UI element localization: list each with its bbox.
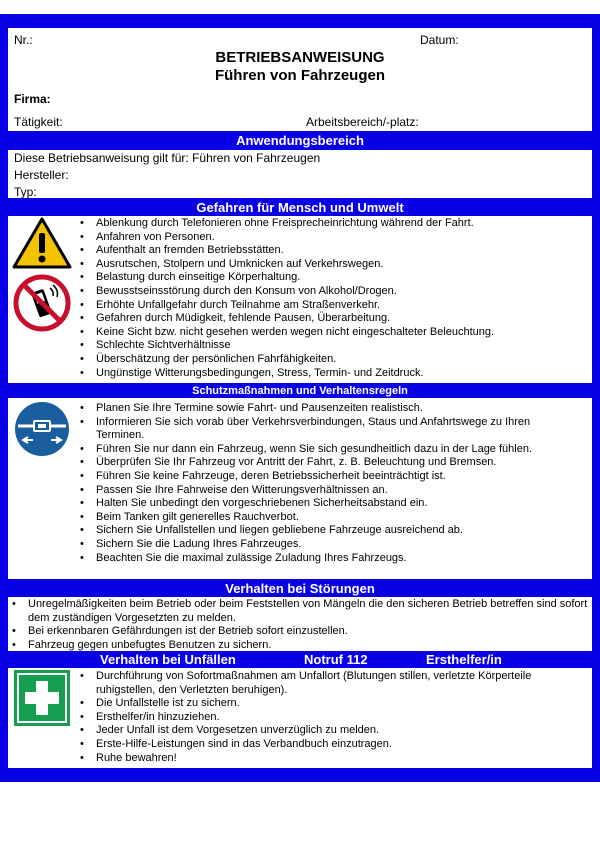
list-item: • Unregelmäßigkeiten beim Betrieb oder beim Feststellen von Mängeln die den sicheren Betrieb betreffen sind sofort dem zuständigen Vorgesetzten zu melden. [12, 598, 590, 625]
notruf-number: Notruf 112 [304, 652, 368, 667]
schutz-list [80, 402, 550, 565]
list-item: • Jeder Unfall ist dem Vorgesetzen unverzüglich zu melden. [80, 724, 550, 738]
list-item: • Führen Sie keine Fahrzeuge, deren Betriebssicherheit beeinträchtigt ist. [80, 470, 550, 484]
datum-label: Datum: [420, 33, 459, 47]
list-item: • Ausrutschen, Stolpern und Umknicken auf Verkehrswegen. [80, 258, 494, 272]
firma-label: Firma: [14, 92, 51, 106]
list-item: • Überschätzung der persönlichen Fahrfähigkeiten. [80, 353, 494, 367]
list-item: • Aufenthalt an fremden Betriebsstätten. [80, 244, 494, 258]
section-heading-gefahren: Gefahren für Mensch und Umwelt [8, 200, 592, 216]
list-item: • Beachten Sie die maximal zulässige Zuladung Ihres Fahrzeugs. [80, 552, 550, 566]
list-item: • Bei erkennbaren Gefährdungen ist der Betrieb sofort einzustellen. [12, 625, 590, 639]
taetigkeit-label: Tätigkeit: [14, 115, 63, 129]
list-item: • Sichern Sie die Ladung Ihres Fahrzeuges. [80, 538, 550, 552]
list-item: • Passen Sie Ihre Fahrweise den Witterungsverhältnissen an. [80, 484, 550, 498]
first-aid-icon [14, 670, 70, 726]
list-item: • Durchführung von Sofortmaßnahmen am Unfallort (Blutungen stillen, verletzte Körperteile ruhigstellen, den Verletzten beruhigen). [80, 670, 550, 697]
list-item: • Erste-Hilfe-Leistungen sind in das Verbandbuch einzutragen. [80, 738, 550, 752]
list-item: • Fahrzeug gegen unbefugtes Benutzen zu sichern. [12, 639, 590, 653]
list-item: • Belastung durch einseitige Körperhaltung. [80, 271, 494, 285]
list-item: • Keine Sicht bzw. nicht gesehen werden wegen nicht eingeschalteter Beleuchtung. [80, 326, 494, 340]
list-item: • Ruhe bewahren! [80, 752, 550, 766]
section-heading-schutz: Schutzmaßnahmen und Verhaltensregeln [8, 384, 592, 398]
no-mobile-phone-icon [13, 274, 71, 332]
list-item: • Die Unfallstelle ist zu sichern. [80, 697, 550, 711]
unfaelle-heading: Verhalten bei Unfällen [100, 652, 236, 667]
section-heading-stoerungen: Verhalten bei Störungen [8, 581, 592, 597]
list-item: • Anfahren von Personen. [80, 231, 494, 245]
list-item: • Ungünstige Witterungsbedingungen, Stress, Termin- und Zeitdruck. [80, 367, 494, 381]
list-item: • Beim Tanken gilt generelles Rauchverbot. [80, 511, 550, 525]
seatbelt-mandatory-icon [14, 401, 70, 457]
list-item: • Schlechte Sichtverhältnisse [80, 339, 494, 353]
list-item: • Gefahren durch Müdigkeit, fehlende Pausen, Überarbeitung. [80, 312, 494, 326]
list-item: • Planen Sie Ihre Termine sowie Fahrt- und Pausenzeiten realistisch. [80, 402, 550, 416]
list-item: • Erhöhte Unfallgefahr durch Teilnahme am Straßenverkehr. [80, 299, 494, 313]
section-heading-anwendungsbereich: Anwendungsbereich [8, 133, 592, 149]
list-item: • Halten Sie unbedingt den vorgeschriebenen Sicherheitsabstand ein. [80, 497, 550, 511]
list-item: • Führen Sie nur dann ein Fahrzeug, wenn Sie sich gesundheitlich dazu in der Lage fühlen. [80, 443, 550, 457]
list-item: • Überprüfen Sie Ihr Fahrzeug vor Antritt der Fahrt, z. B. Beleuchtung und Bremsen. [80, 456, 550, 470]
typ-label: Typ: [14, 185, 37, 199]
list-item: • Bewusstseinsstörung durch den Konsum von Alkohol/Drogen. [80, 285, 494, 299]
section-heading-unfaelle [8, 652, 592, 668]
hersteller-label: Hersteller: [14, 168, 69, 182]
warning-triangle-icon [12, 217, 72, 269]
list-item: • Ablenkung durch Telefonieren ohne Freisprecheinrichtung während der Fahrt. [80, 217, 494, 231]
document-title: BETRIEBSANWEISUNG [215, 49, 385, 66]
gefahren-list [80, 217, 494, 380]
list-item: • Ersthelfer/in hinzuziehen. [80, 711, 550, 725]
ersthelfer-label: Ersthelfer/in [426, 652, 502, 667]
document-subtitle: Führen von Fahrzeugen [214, 67, 385, 84]
arbeitsbereich-label: Arbeitsbereich/-platz: [306, 115, 419, 129]
list-item: • Informieren Sie sich vorab über Verkehrsverbindungen, Staus und Anfahrtswege zu Ihren Terminen. [80, 416, 550, 443]
scope-text: Diese Betriebsanweisung gilt für: Führen von Fahrzeugen [14, 151, 321, 165]
unfaelle-list [80, 670, 550, 765]
stoerungen-list [12, 598, 590, 652]
list-item: • Sichern Sie Unfallstellen und liegen gebliebene Fahrzeuge ausreichend ab. [80, 524, 550, 538]
nr-label: Nr.: [14, 33, 33, 47]
